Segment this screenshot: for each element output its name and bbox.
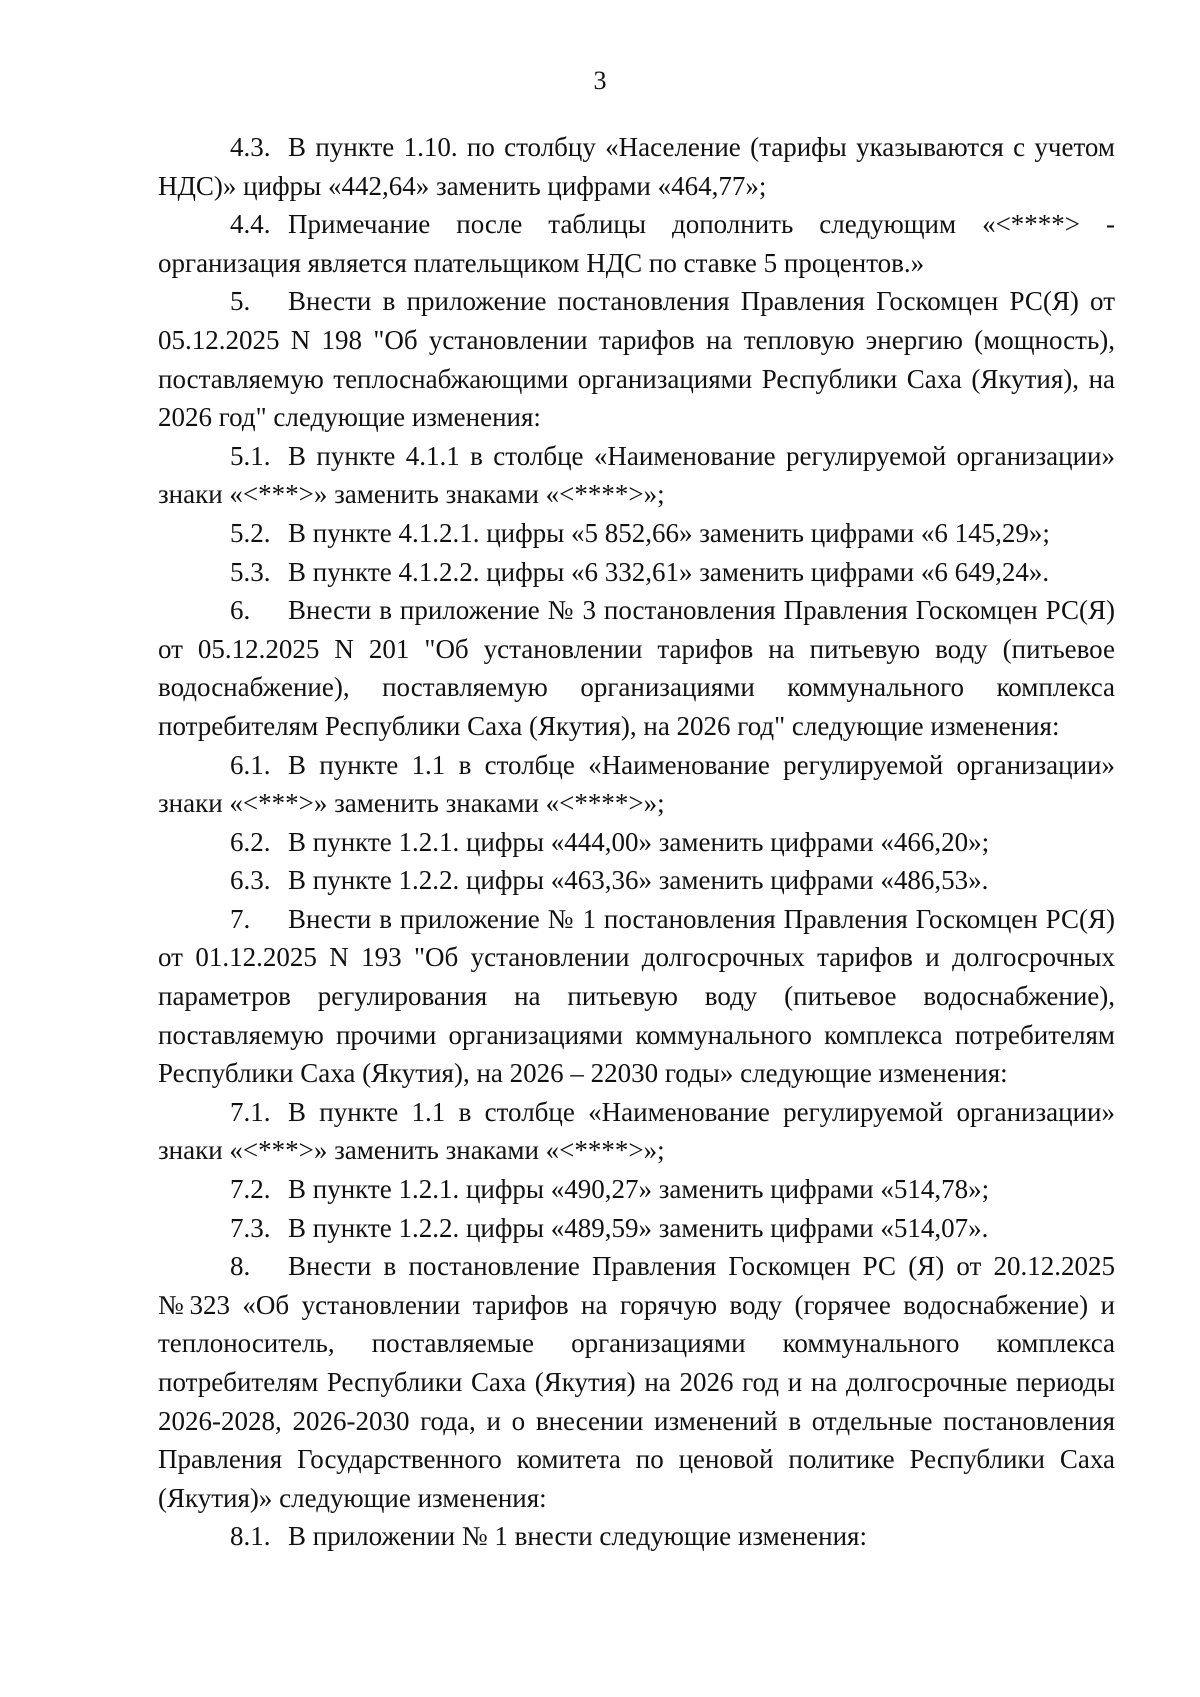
paragraph-number: 8. [230,1251,251,1282]
paragraph-number: 7.2. [230,1174,271,1205]
paragraph-text: В пункте 1.2.1. цифры «444,00» заменить цифрами «466,20»; [288,826,990,857]
paragraph-6-2 [158,823,1115,862]
paragraph-5-2 [158,514,1115,553]
paragraph-number: 6.3. [230,865,271,896]
paragraph-text: Внести в приложение постановления Правления Госкомцен РС(Я) от 05.12.2025 N 198 "Об установлении тарифов на тепловую энергию (мощность), поставляемую теплоснабжающими организациями Республики Саха (Якутия), на 2026 год" следующие изменения: [158,286,1115,433]
paragraph-4-4 [158,205,1115,282]
paragraph-text: Внести в приложение № 3 постановления Правления Госкомцен РС(Я) от 05.12.2025 N 201 "Об установлении тарифов на питьевую воду (питьевое водоснабжение), поставляемую организациями коммунального комплекса потребителям Республики Саха (Якутия), на 2026 год" следующие изменения: [158,595,1115,741]
paragraph-number: 7.3. [230,1212,271,1243]
paragraph-number: 5.1. [230,440,271,471]
paragraph-text: В пункте 1.1 в столбце «Наименование регулируемой организации» знаки «<***>» заменить знаками «<****>»; [158,749,1115,819]
paragraph-text: В пункте 1.1 в столбце «Наименование регулируемой организации» знаки «<***>» заменить знаками «<****>»; [158,1096,1115,1166]
paragraph-7 [158,900,1115,1093]
paragraph-8 [158,1247,1115,1517]
paragraph-text: Примечание после таблицы дополнить следующим «<****> - организация является плательщиком НДС по ставке 5 процентов.» [158,209,1115,278]
paragraph-text: В пункте 4.1.2.2. цифры «6 332,61» заменить цифрами «6 649,24». [288,556,1050,587]
paragraph-number: 4.4. [230,209,271,240]
paragraph-6 [158,591,1115,745]
page-number: 3 [593,66,607,95]
paragraph-5-3 [158,553,1115,592]
paragraph-text: Внести в приложение № 1 постановления Правления Госкомцен РС(Я) от 01.12.2025 N 193 "Об установлении долгосрочных тарифов и долгосрочных параметров регулирования на питьевую воду (питьевое водоснабжение), поставляемую прочими организациями коммунального комплекса потребителям Республики Саха (Якутия), на 2026 – 22030 годы» следующие изменения: [158,903,1115,1089]
paragraph-text: В пункте 4.1.1 в столбце «Наименование регулируемой организации» знаки «<***>» заменить знаками «<****>»; [158,440,1115,510]
paragraph-number: 7.1. [230,1096,271,1127]
paragraph-6-3 [158,861,1115,900]
paragraph-number: 5. [230,286,251,317]
paragraph-text: В пункте 4.1.2.1. цифры «5 852,66» заменить цифрами «6 145,29»; [288,517,1050,548]
paragraph-text: В пункте 1.2.1. цифры «490,27» заменить цифрами «514,78»; [288,1174,990,1205]
paragraph-number: 8.1. [230,1521,271,1552]
paragraph-5-1 [158,437,1115,514]
paragraph-7-3 [158,1209,1115,1248]
paragraph-number: 6. [230,595,251,626]
paragraph-4-3 [158,128,1115,205]
paragraph-8-1 [158,1517,1115,1556]
paragraph-7-1 [158,1093,1115,1170]
paragraph-number: 5.2. [230,517,271,548]
paragraph-text: В пункте 1.2.2. цифры «463,36» заменить цифрами «486,53». [288,865,989,896]
paragraph-text: Внести в постановление Правления Госкомцен РС (Я) от 20.12.2025 №323 «Об установлении тарифов на горячую воду (горячее водоснабжение) и теплоноситель, поставляемые организациями коммунального комплекса потребителям Республики Саха (Якутия) на 2026 год и на долгосрочные периоды 2026-2028, 2026-2030 года, и о внесении изменений в отдельные постановления Правления Государственного комитета по ценовой политике Республики Саха (Якутия)» следующие изменения: [158,1251,1115,1513]
paragraph-text: В пункте 1.10. по столбцу «Население (тарифы указываются с учетом НДС)» цифры «442,64» заменить цифрами «464,77»; [158,132,1115,201]
paragraph-5 [158,282,1115,436]
paragraph-number: 5.3. [230,556,271,587]
paragraph-number: 4.3. [230,132,271,162]
paragraph-text: В приложении № 1 внести следующие изменения: [288,1521,867,1552]
document-body [158,128,1115,1556]
paragraph-number: 7. [230,903,251,934]
paragraph-text: В пункте 1.2.2. цифры «489,59» заменить цифрами «514,07». [288,1212,989,1243]
paragraph-7-2 [158,1170,1115,1209]
paragraph-6-1 [158,746,1115,823]
paragraph-number: 6.2. [230,826,271,857]
paragraph-number: 6.1. [230,749,271,780]
